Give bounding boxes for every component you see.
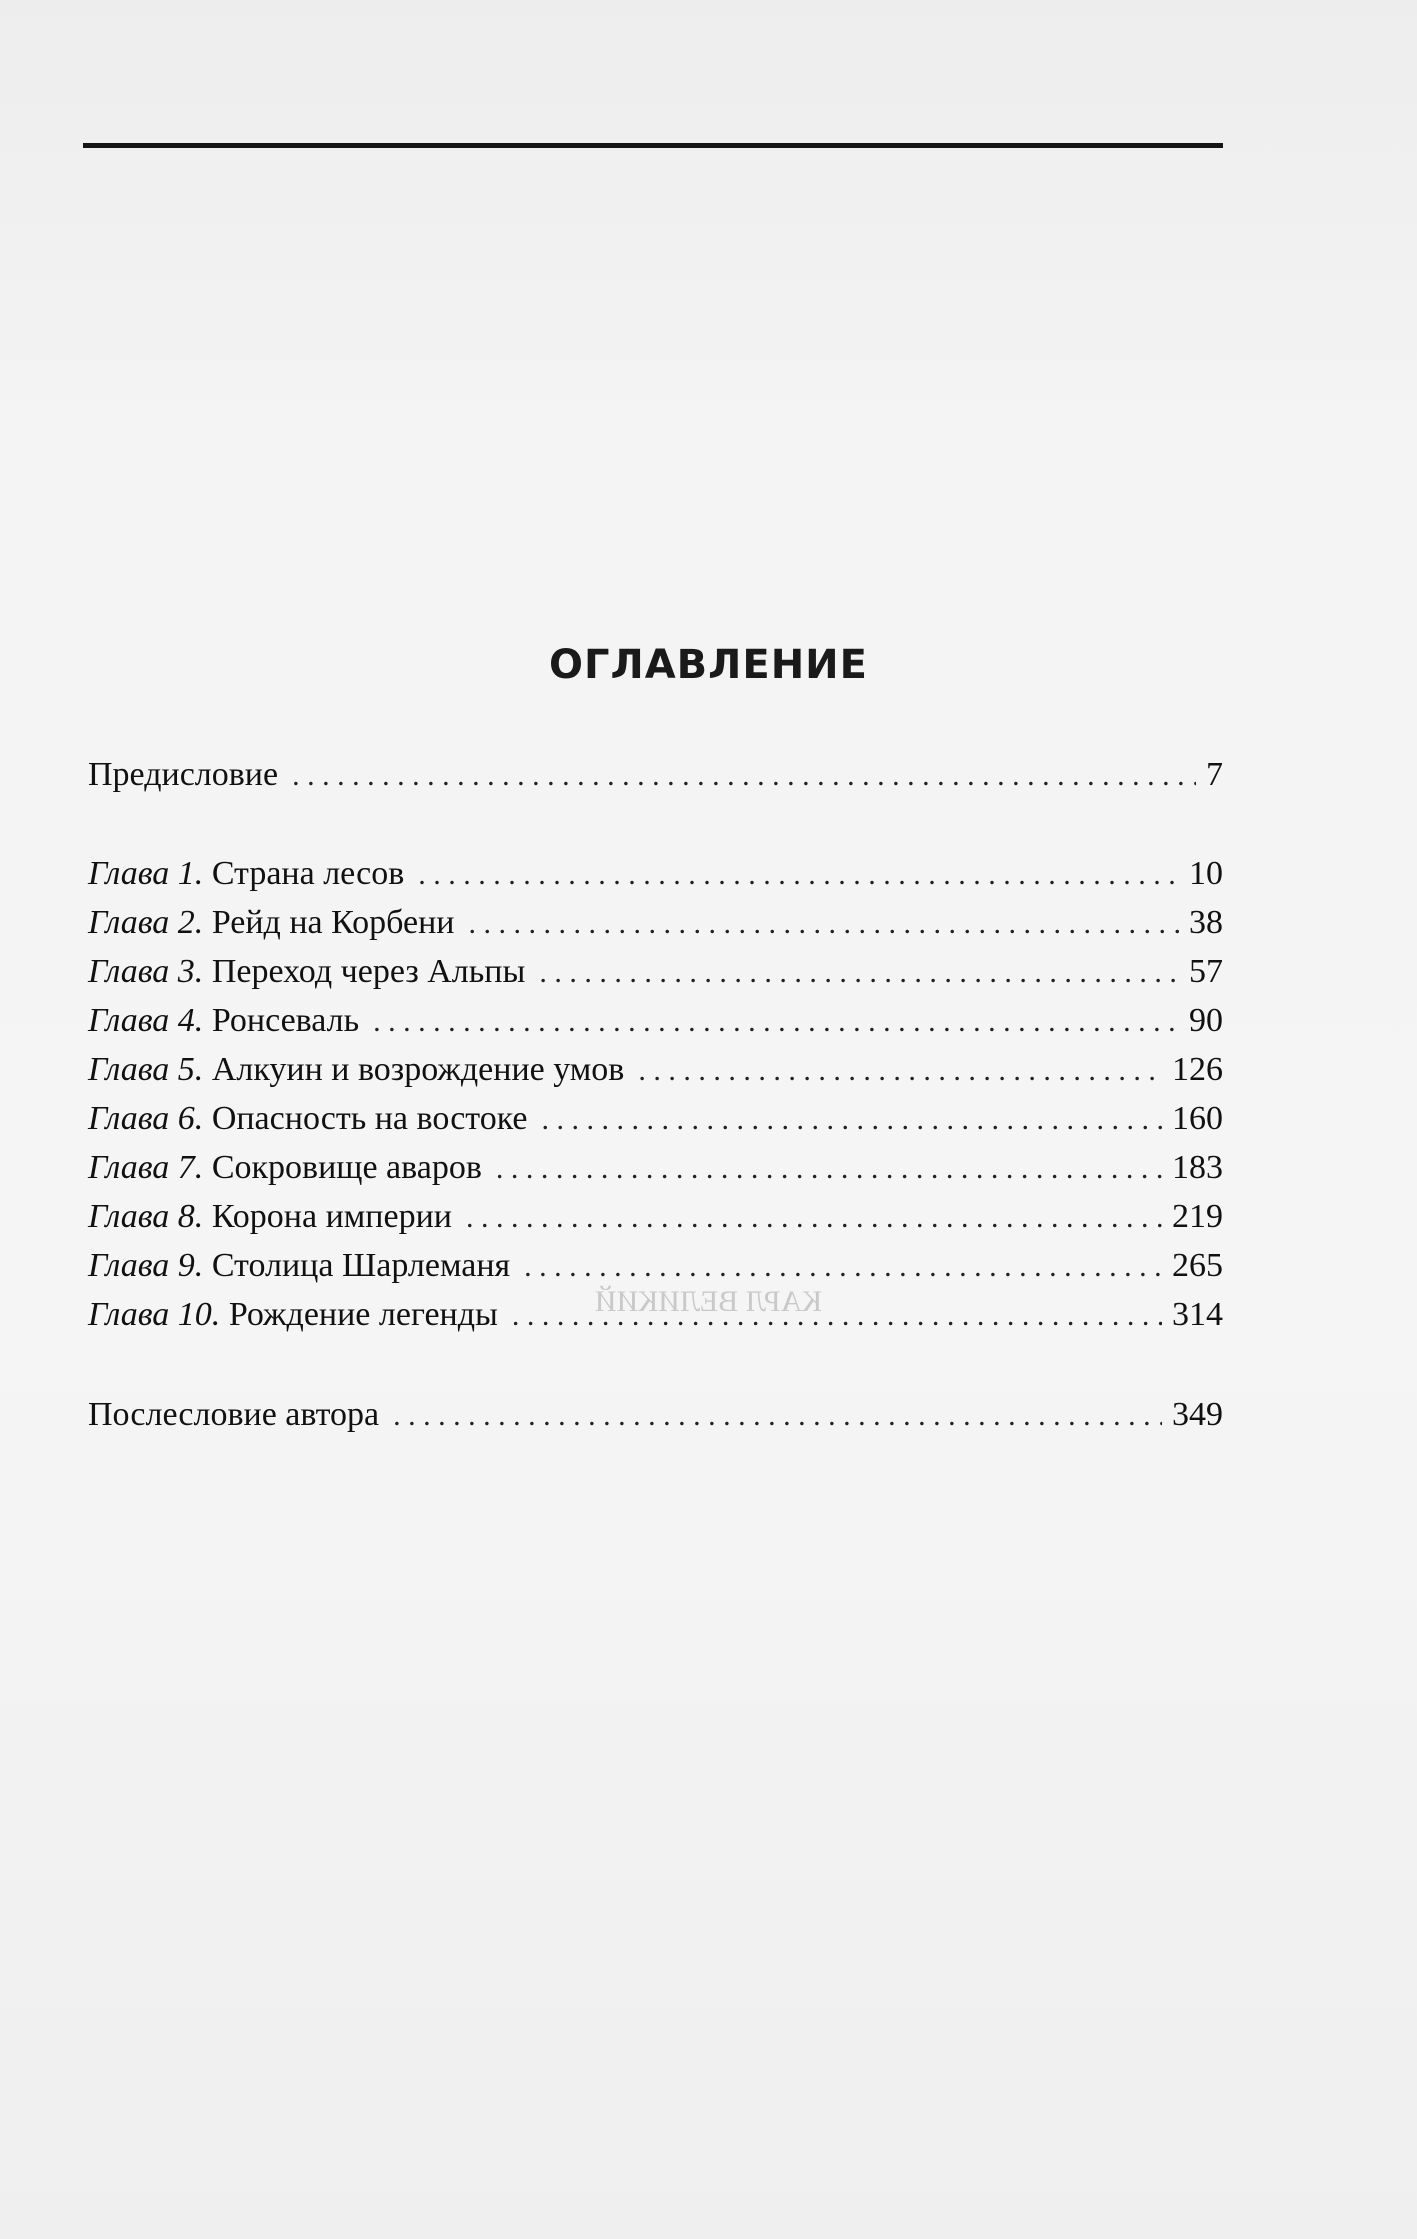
entry-title: Переход через Альпы [211, 953, 526, 990]
entry-title: Предисловие [88, 756, 279, 793]
dot-leader [496, 1146, 1162, 1192]
dot-leader [466, 1195, 1162, 1241]
toc-entry-chapter-7 [88, 1145, 1223, 1191]
page-number: 349 [1172, 1396, 1223, 1433]
entry-title: Страна лесов [211, 855, 405, 892]
page-number: 160 [1172, 1100, 1223, 1137]
entry-title: Корона империи [211, 1198, 452, 1235]
toc-entry-chapter-2 [88, 900, 1223, 946]
page-number: 7 [1206, 756, 1223, 793]
chapter-number: Глава 6. [88, 1100, 204, 1137]
page-number: 57 [1189, 953, 1223, 990]
entry-title: Сокровище аваров [211, 1149, 482, 1186]
dot-leader [638, 1048, 1162, 1094]
entry-title: Рейд на Корбени [211, 904, 455, 941]
toc-entry-chapter-9 [88, 1243, 1223, 1289]
chapter-number: Глава 2. [88, 904, 204, 941]
toc-entry-chapter-8 [88, 1194, 1223, 1240]
entry-title: Послесловие автора [88, 1396, 380, 1433]
entry-title: Столица Шарлеманя [211, 1247, 511, 1284]
page-number: 265 [1172, 1247, 1223, 1284]
chapter-number: Глава 8. [88, 1198, 204, 1235]
page-title: ОГЛАВЛЕНИЕ [549, 642, 868, 688]
toc-entry-chapter-3 [88, 949, 1223, 995]
dot-leader [393, 1393, 1162, 1439]
toc-entry-chapter-10 [88, 1292, 1223, 1338]
top-rule [83, 143, 1223, 148]
entry-title: Опасность на востоке [211, 1100, 528, 1137]
chapter-number: Глава 3. [88, 953, 204, 990]
chapter-number: Глава 1. [88, 855, 204, 892]
dot-leader [541, 1097, 1162, 1143]
page-number: 90 [1189, 1002, 1223, 1039]
chapter-number: Глава 9. [88, 1247, 204, 1284]
toc-entry-chapter-6 [88, 1096, 1223, 1142]
chapter-number: Глава 4. [88, 1002, 204, 1039]
page-number: 10 [1189, 855, 1223, 892]
dot-leader [418, 852, 1179, 898]
page-number: 38 [1189, 904, 1223, 941]
page-number: 219 [1172, 1198, 1223, 1235]
chapter-number: Глава 5. [88, 1051, 204, 1088]
page-number: 183 [1172, 1149, 1223, 1186]
dot-leader [373, 999, 1179, 1045]
page-number: 126 [1172, 1051, 1223, 1088]
show-through-text: КАРЛ ВЕЛИКИЙ [594, 1285, 823, 1318]
toc-entry-chapter-5 [88, 1047, 1223, 1093]
toc-entry-preface [88, 752, 1223, 798]
chapter-number: Глава 7. [88, 1149, 204, 1186]
dot-leader [468, 901, 1179, 947]
dot-leader [524, 1244, 1162, 1290]
dot-leader [539, 950, 1179, 996]
dot-leader [512, 1293, 1162, 1339]
entry-title: Ронсеваль [211, 1002, 360, 1039]
chapter-number: Глава 10. [88, 1296, 221, 1333]
toc-entry-afterword [88, 1392, 1223, 1438]
page-number: 314 [1172, 1296, 1223, 1333]
entry-title: Рождение легенды [228, 1296, 498, 1333]
entry-title: Алкуин и возрождение умов [211, 1051, 625, 1088]
toc-entry-chapter-4 [88, 998, 1223, 1044]
dot-leader [292, 753, 1196, 799]
toc-entry-chapter-1 [88, 851, 1223, 897]
